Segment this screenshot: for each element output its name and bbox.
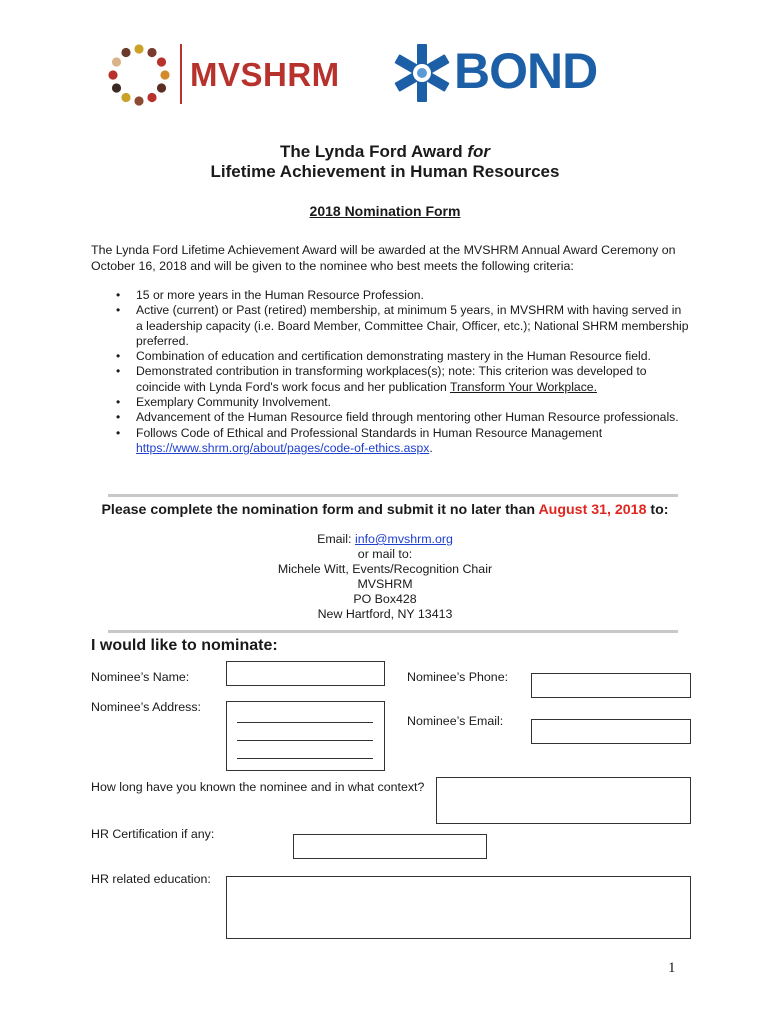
form-subtitle: 2018 Nomination Form — [309, 203, 461, 219]
divider — [108, 630, 678, 633]
deadline-date: August 31, 2018 — [538, 502, 647, 518]
known-context-input[interactable] — [436, 777, 691, 824]
criteria-item: • Exemplary Community Involvement. — [91, 395, 691, 410]
contact-block: Email: info@mvshrm.org or mail to: Michele Witt, Events/Recognition Chair MVSHRM PO Box428 New Hartford, NY 13413 — [0, 532, 770, 622]
bond-wordmark: BOND — [454, 43, 598, 99]
hr-education-label: HR related education: — [91, 872, 211, 886]
submit-instruction: Please complete the nomination form and submit it no later than August 31, 2018 to: — [101, 502, 669, 518]
code-of-ethics-link[interactable]: https://www.shrm.org/about/pages/code-of-ethics.aspx — [136, 440, 430, 455]
contact-pobox: PO Box428 — [353, 592, 417, 606]
mvshrm-logo — [108, 44, 340, 106]
criteria-item: • Demonstrated contribution in transforming workplaces(s); note: This criterion was developed to coincide with Lynda Ford's work focus and her publication Transform Your Workplace. — [91, 364, 691, 395]
hr-education-input[interactable] — [226, 876, 691, 939]
criteria-list — [91, 288, 691, 456]
mvshrm-divider — [180, 44, 182, 104]
address-line — [237, 740, 373, 741]
page-title-line1: The Lynda Ford Award for — [279, 142, 490, 161]
criteria-item: • Active (current) or Past (retired) membership, at minimum 5 years, in MVSHRM with having served in a leadership capacity (i.e. Board Member, Committee Chair, Officer, etc.); National SHRM membership preferred. — [91, 303, 691, 349]
nominee-address-input[interactable] — [226, 701, 385, 771]
address-line — [237, 722, 373, 723]
nominee-name-label: Nominee’s Name: — [91, 670, 190, 684]
criteria-item: • Follows Code of Ethical and Professional Standards in Human Resource Management https://www.shrm.org/about/pages/code-of-ethics.aspx. — [91, 426, 691, 457]
mvshrm-ring-icon — [108, 44, 170, 106]
nominee-address-label: Nominee’s Address: — [91, 700, 201, 714]
divider — [108, 494, 678, 497]
contact-name: Michele Witt, Events/Recognition Chair — [277, 562, 493, 576]
nominee-email-input[interactable] — [531, 719, 691, 744]
mvshrm-wordmark: MVSHRM — [190, 56, 340, 93]
criteria-item: • Combination of education and certification demonstrating mastery in the Human Resource field. — [91, 349, 691, 364]
bond-logo — [392, 42, 622, 104]
known-context-label: How long have you known the nominee and in what context? — [91, 780, 425, 794]
contact-org: MVSHRM — [357, 577, 413, 591]
criteria-item: • 15 or more years in the Human Resource Profession. — [91, 288, 691, 303]
contact-city: New Hartford, NY 13413 — [317, 607, 453, 621]
criteria-item: • Advancement of the Human Resource field through mentoring other Human Resource professionals. — [91, 410, 691, 425]
nominee-phone-label: Nominee’s Phone: — [407, 670, 509, 684]
intro-paragraph: The Lynda Ford Lifetime Achievement Award will be awarded at the MVSHRM Annual Award Ceremony on October 16, 2018 and will be given to the nominee who best meets the following criteria: — [91, 243, 676, 273]
title-italic-for: for — [467, 142, 490, 161]
nominee-name-input[interactable] — [226, 661, 385, 686]
publication-title: Transform Your Workplace. — [449, 379, 597, 394]
bond-snowflake-icon — [392, 42, 452, 104]
hr-certification-label: HR Certification if any: — [91, 827, 215, 841]
email-link[interactable]: info@mvshrm.org — [354, 532, 453, 546]
mail-line: or mail to: — [357, 547, 413, 561]
nominee-phone-input[interactable] — [531, 673, 691, 698]
address-line — [237, 758, 373, 759]
nominee-email-label: Nominee’s Email: — [407, 714, 504, 728]
page-title-line2: Lifetime Achievement in Human Resources — [210, 162, 560, 181]
page-number: 1 — [668, 960, 676, 976]
nominate-heading: I would like to nominate: — [91, 637, 278, 654]
hr-certification-input[interactable] — [293, 834, 487, 859]
